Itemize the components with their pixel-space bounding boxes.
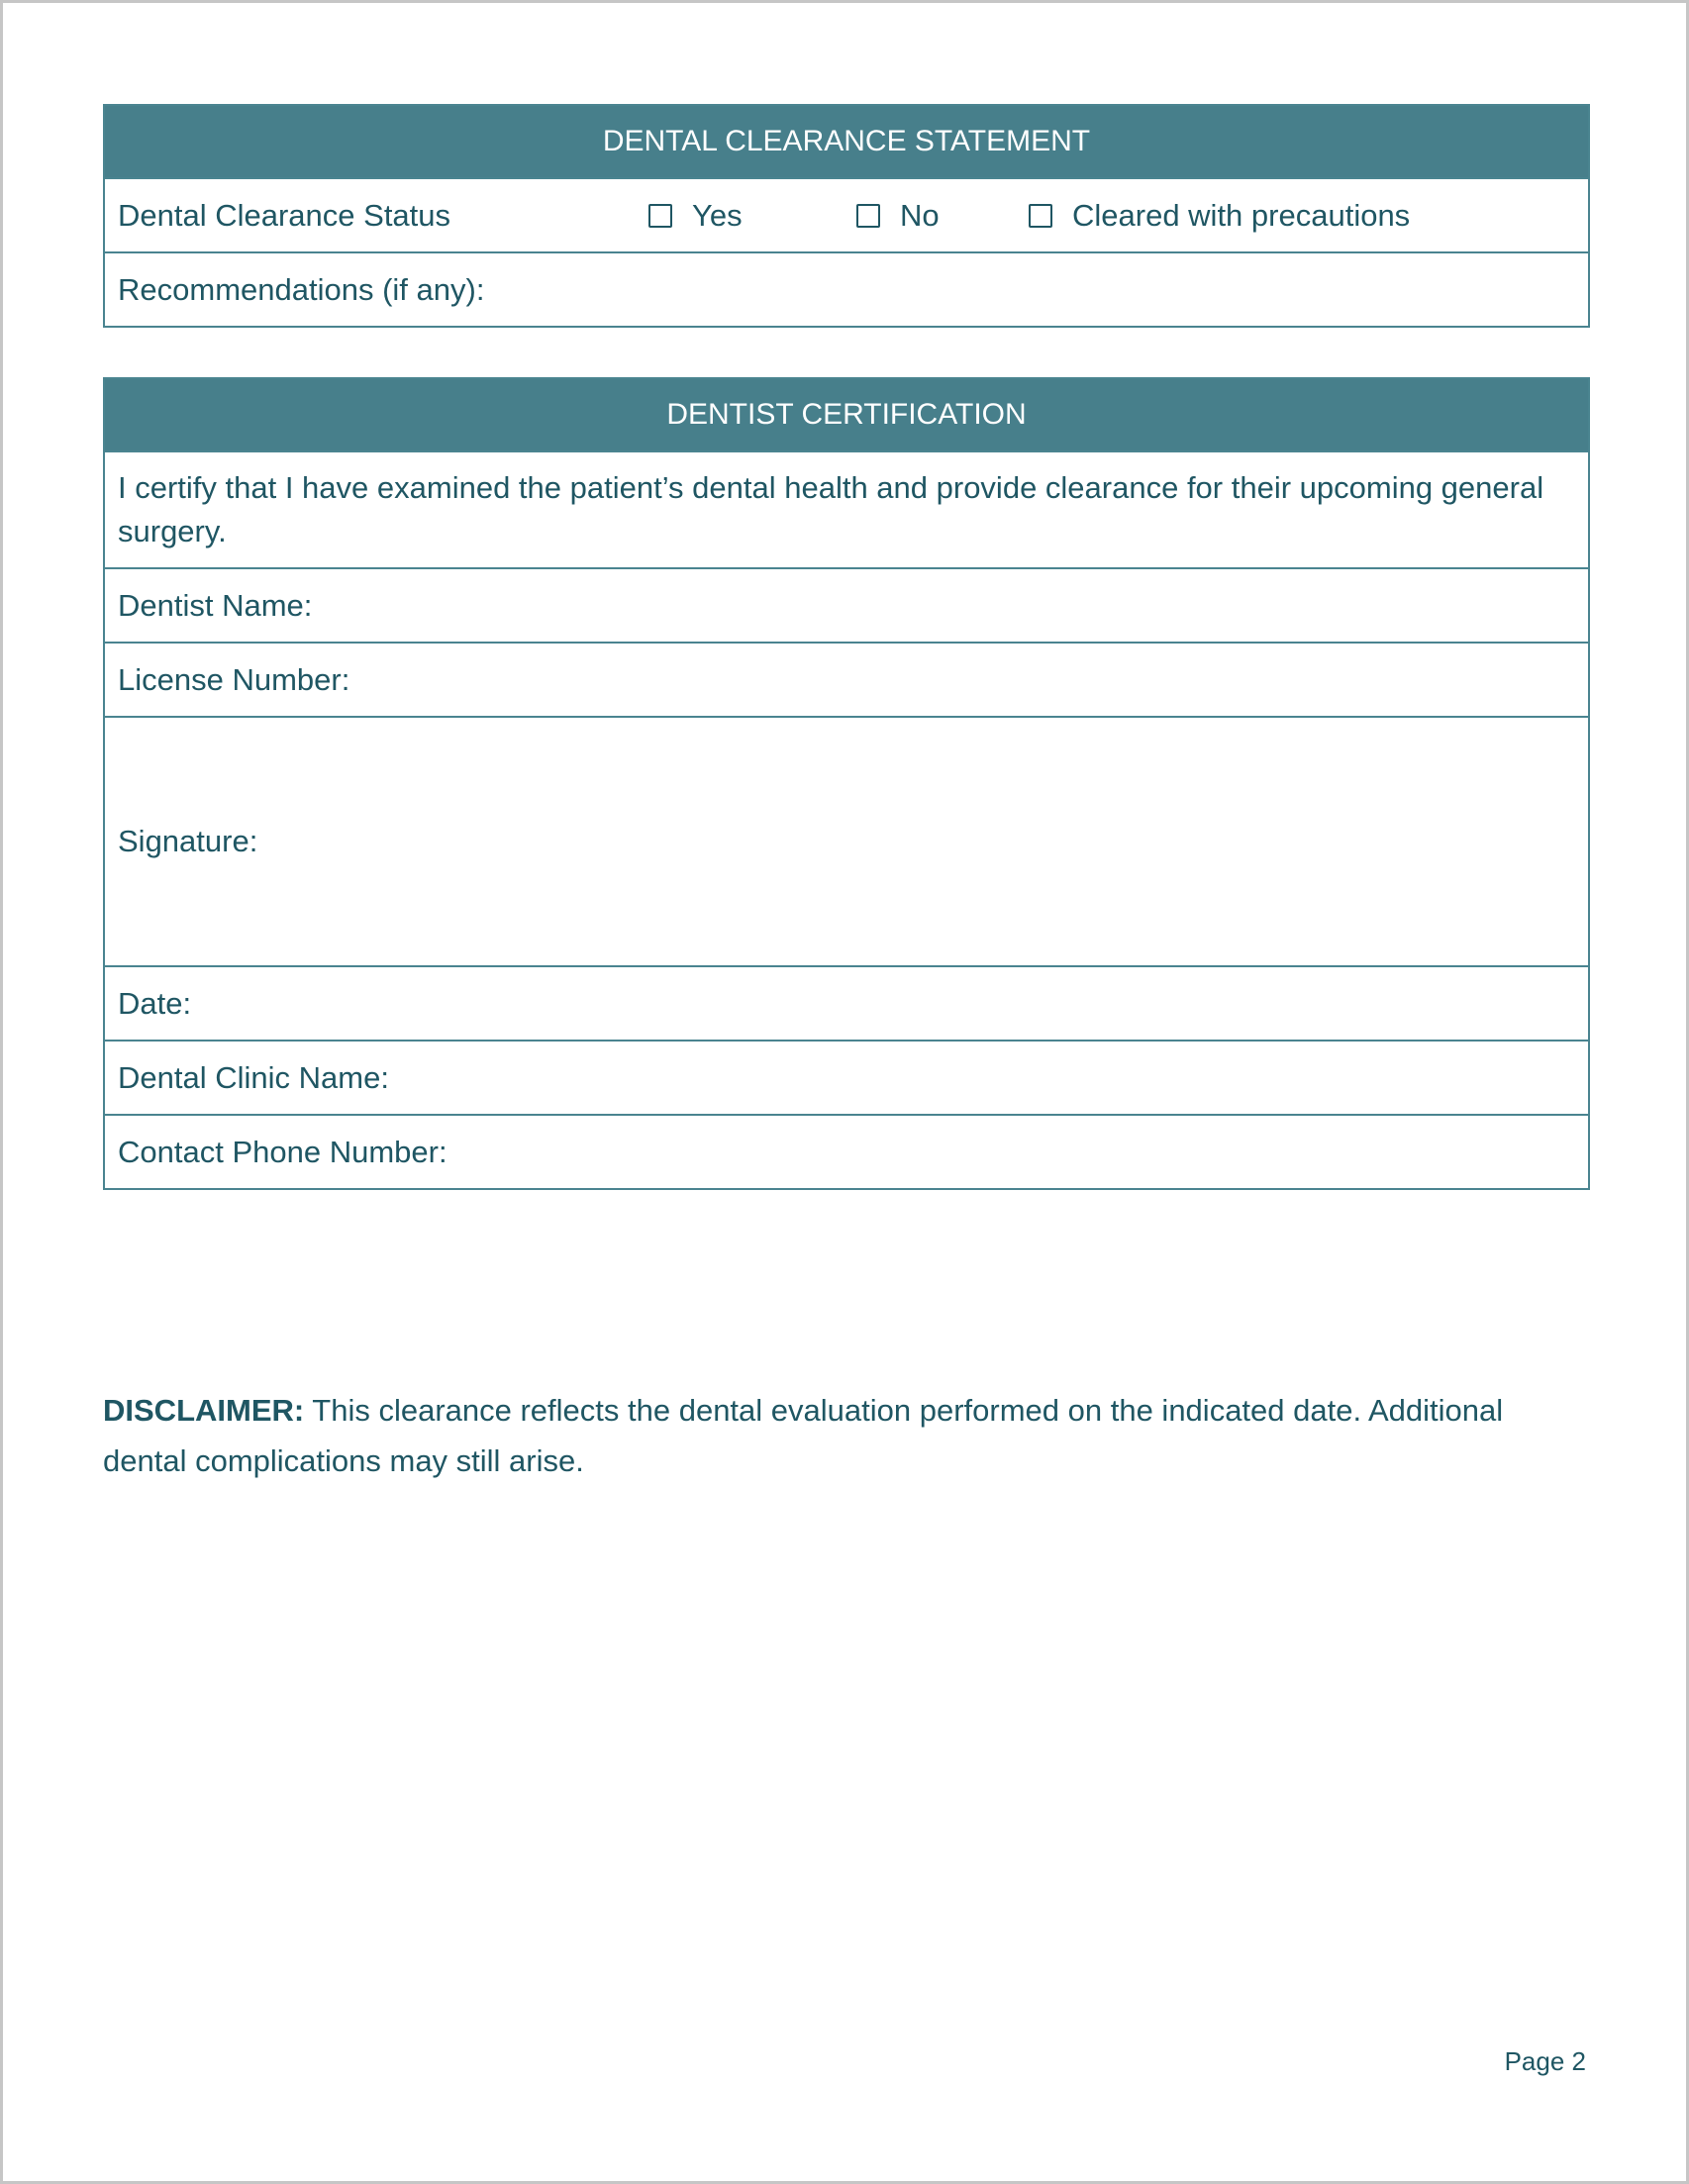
certification-statement: I certify that I have examined the patient’s dental health and provide clearance for their upcoming general surgery.	[104, 451, 1589, 568]
option-no[interactable]	[856, 198, 1029, 234]
option-yes[interactable]	[648, 198, 856, 234]
date-field[interactable]: Date:	[104, 966, 1589, 1041]
certification-header: DENTIST CERTIFICATION	[104, 378, 1589, 451]
phone-field[interactable]: Contact Phone Number:	[104, 1115, 1589, 1189]
recommendations-field[interactable]: Recommendations (if any):	[104, 252, 1589, 327]
option-yes-label: Yes	[692, 197, 743, 233]
clearance-header: DENTAL CLEARANCE STATEMENT	[104, 105, 1589, 178]
dentist-name-field[interactable]: Dentist Name:	[104, 568, 1589, 643]
option-precautions-label: Cleared with precautions	[1072, 197, 1411, 233]
checkbox-no[interactable]	[856, 204, 880, 228]
checkbox-yes[interactable]	[648, 204, 672, 228]
clinic-name-field[interactable]: Dental Clinic Name:	[104, 1041, 1589, 1115]
dentist-certification-table	[103, 377, 1590, 1190]
signature-field[interactable]: Signature:	[104, 717, 1589, 966]
disclaimer	[103, 1385, 1590, 1486]
clearance-status-label: Dental Clearance Status	[118, 197, 451, 233]
option-precautions[interactable]	[1029, 198, 1410, 234]
dental-clearance-table	[103, 104, 1590, 328]
disclaimer-label: DISCLAIMER:	[103, 1393, 305, 1428]
checkbox-precautions[interactable]	[1029, 204, 1052, 228]
disclaimer-text: This clearance reflects the dental evaluation performed on the indicated date. Additional dental complications may still arise.	[103, 1393, 1504, 1478]
clearance-status-row	[104, 178, 1589, 252]
license-number-field[interactable]: License Number:	[104, 643, 1589, 717]
option-no-label: No	[900, 197, 940, 233]
page-number: Page 2	[1504, 2046, 1586, 2076]
